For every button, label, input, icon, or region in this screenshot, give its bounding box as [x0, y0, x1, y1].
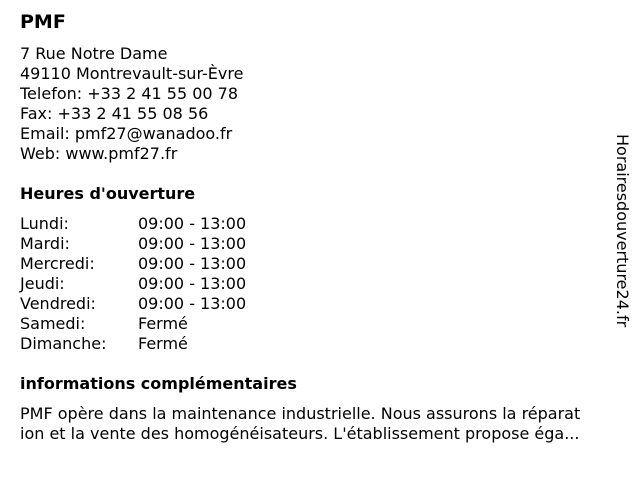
street-address: 7 Rue Notre Dame: [20, 44, 168, 63]
day-time: 09:00 - 13:00: [138, 214, 247, 233]
day-label: Dimanche:: [20, 334, 107, 353]
business-name: PMF: [20, 11, 66, 33]
opening-hours-table: [20, 214, 246, 354]
day-time: Fermé: [138, 334, 188, 353]
address-block: [20, 44, 243, 164]
business-description: [20, 404, 630, 444]
site-watermark: Horairesdouverture24.fr: [613, 134, 632, 328]
day-time: Fermé: [138, 314, 188, 333]
day-time: 09:00 - 13:00: [138, 234, 247, 253]
opening-hours-heading: Heures d'ouverture: [20, 184, 196, 203]
additional-info-heading: informations complémentaires: [20, 374, 297, 393]
website: Web: www.pmf27.fr: [20, 144, 178, 163]
day-label: Lundi:: [20, 214, 69, 233]
description-line: ion et la vente des homogénéisateurs. L'établissement propose éga...: [20, 424, 580, 443]
city-address: 49110 Montrevault-sur-Èvre: [20, 64, 244, 83]
hours-row-tuesday: [20, 234, 246, 254]
phone-number: Telefon: +33 2 41 55 00 78: [20, 84, 239, 103]
email-address: Email: pmf27@wanadoo.fr: [20, 124, 233, 143]
day-label: Mercredi:: [20, 254, 95, 273]
hours-row-monday: [20, 214, 246, 234]
day-label: Jeudi:: [20, 274, 65, 293]
day-label: Vendredi:: [20, 294, 96, 313]
day-time: 09:00 - 13:00: [138, 254, 247, 273]
description-line: PMF opère dans la maintenance industrielle. Nous assurons la réparat: [20, 404, 581, 423]
hours-row-friday: [20, 294, 246, 314]
hours-row-saturday: [20, 314, 246, 334]
hours-row-thursday: [20, 274, 246, 294]
hours-row-sunday: [20, 334, 246, 354]
day-label: Samedi:: [20, 314, 86, 333]
day-label: Mardi:: [20, 234, 70, 253]
fax-number: Fax: +33 2 41 55 08 56: [20, 104, 209, 123]
day-time: 09:00 - 13:00: [138, 294, 247, 313]
hours-row-wednesday: [20, 254, 246, 274]
day-time: 09:00 - 13:00: [138, 274, 247, 293]
